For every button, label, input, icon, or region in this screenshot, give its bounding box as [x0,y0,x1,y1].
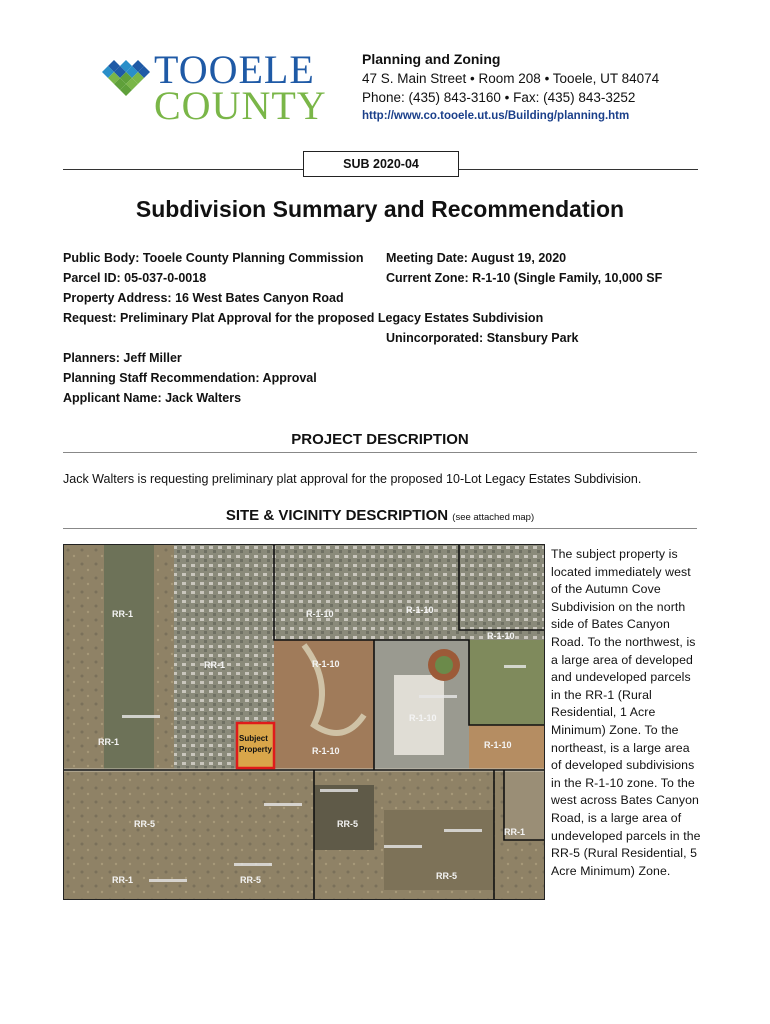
zone-label: RR-1 [204,660,226,670]
site-vicinity-heading-text: SITE & VICINITY DESCRIPTION [225,507,449,524]
zone-label: R-1-10 [484,740,512,750]
unincorporated-area: Unincorporated: Stansbury Park [386,331,579,345]
project-description-heading: PROJECT DESCRIPTION [291,431,469,448]
applicant-name: Applicant Name: Jack Walters [63,391,242,405]
zone-label: R-1-10 [487,631,515,641]
aerial-map-image [64,545,544,899]
tooele-county-logo [96,47,332,128]
current-zone: Current Zone: R-1-10 (Single Family, 10,000 SF [386,271,663,285]
zone-label: R-1-10 [406,605,434,615]
divider-right [458,169,698,170]
property-address: Property Address: 16 West Bates Canyon Road [63,291,344,305]
page-title: Subdivision Summary and Recommendation [135,196,625,222]
vicinity-map [63,544,545,900]
zone-label: RR-5 [436,871,458,881]
diamond-logo-icon [96,56,156,116]
zone-label: R-1-10 [312,659,340,669]
request: Request: Preliminary Plat Approval for the proposed Legacy Estates Subdivision [63,311,544,325]
planners: Planners: Jeff Miller [63,351,182,365]
zone-label: R-1-10 [312,746,340,756]
site-rule [63,528,697,529]
public-body: Public Body: Tooele County Planning Commission [63,251,364,265]
zone-label: R-1-10 [409,713,437,723]
subject-label-line2: Property [239,745,272,754]
site-vicinity-text: The subject property is located immediately west of the Autumn Cove Subdivision on the north side of Bates Canyon Road. To the northwest, is a large area of developed and undeveloped parcels in the RR-1 (Rural Residential, 1 Acre Minimum) Zone. To the northeast, is a large area of developed subdivisions in the R-1-10 zone. To the west across Bates Canyon Road, is a large area of undeveloped parcels in the RR-5 (Rural Residential, 5 Acre Minimum) Zone. [551,547,701,878]
zone-label: RR-1 [98,737,120,747]
project-rule [63,452,697,453]
office-address: 47 S. Main Street • Room 208 • Tooele, UT 84074 [362,71,660,86]
contact-block [362,50,762,126]
project-description-text: Jack Walters is requesting preliminary plat approval for the proposed 10-Lot Legacy Estates Subdivision. [63,472,642,486]
zone-label: R-1-10 [306,609,334,619]
department-name: Planning and Zoning [362,51,501,67]
case-number: SUB 2020-04 [303,151,459,177]
zone-label: RR-5 [134,819,156,829]
meeting-date: Meeting Date: August 19, 2020 [386,251,567,265]
zone-label: RR-5 [337,819,359,829]
zone-label: RR-1 [112,609,134,619]
zone-label: RR-1 [112,875,134,885]
zone-label: RR-5 [240,875,262,885]
site-vicinity-heading [63,507,697,524]
parcel-id: Parcel ID: 05-037-0-0018 [63,271,207,285]
logo-text-tooele: TOOELE [154,47,315,92]
divider-left [63,169,303,170]
phone-fax: Phone: (435) 843-3160 • Fax: (435) 843-3252 [362,90,636,105]
see-attached-map-note: (see attached map) [452,512,535,523]
zone-label: RR-1 [504,827,526,837]
logo-text-county: COUNTY [154,83,327,128]
subject-label-line1: Subject [239,734,268,743]
website-link[interactable]: http://www.co.tooele.ut.us/Building/planning.htm [362,110,630,122]
staff-recommendation: Planning Staff Recommendation: Approval [63,371,317,385]
